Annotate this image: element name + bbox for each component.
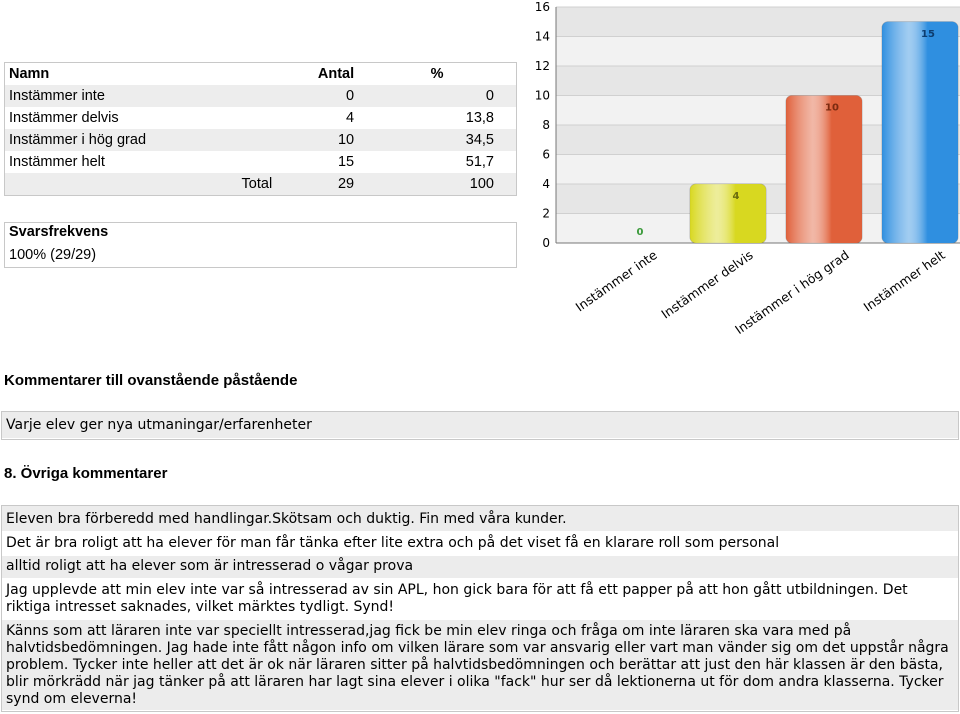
x-category-label: Instämmer inte [572,247,660,315]
response-rate-label: Svarsfrekvens [9,224,109,240]
row-percent: 51,7 [465,154,494,170]
other-comments-list [1,505,959,712]
y-tick-label: 4 [542,177,550,191]
data-label: 15 [921,28,935,40]
y-tick-label: 14 [534,29,550,44]
comment-item: alltid roligt att ha elever som är intresserad o vågar prova [2,556,958,579]
row-percent: 13,8 [465,110,494,126]
bar-highlight [786,96,862,244]
header-percent: % [430,66,444,82]
table-row [5,129,517,151]
row-name: Instämmer inte [5,85,277,107]
total-label: Total [5,173,277,196]
table-total-row [5,173,517,196]
y-tick-label: 16 [534,0,550,14]
y-tick-label: 6 [542,147,550,162]
y-tick-label: 2 [542,206,550,221]
row-antal: 0 [276,85,358,107]
table-row [5,85,517,107]
comments-heading: Kommentarer till ovanstående påstående [4,372,298,389]
comment-item: Eleven bra förberedd med handlingar.Skötsam och duktig. Fin med våra kunder. [2,506,958,532]
row-name: Instämmer i hög grad [5,129,277,151]
row-percent: 34,5 [358,129,516,151]
x-category-label: Instämmer delvis [658,247,756,322]
row-percent: 0 [358,85,516,107]
table-row [5,151,517,173]
comment-item: Det är bra roligt att ha elever för man får tänka efter lite extra och på det viset få en klarare roll som personal [2,532,958,556]
total-antal: 29 [276,173,358,196]
data-label: 0 [636,227,644,238]
data-label: 4 [732,191,740,202]
data-label: 10 [825,102,839,114]
response-rate-value: 100% (29/29) [9,247,97,263]
comment-item: Känns som att läraren inte var speciellt intresserad,jag fick be min elev ringa och fråga om inte läraren ska vara med på halvtidsbedömningen. Jag hade inte fått någon info om vilken lärare som var ansvarig eller vart man vänder sig om det uppstår några problem. Tycker inte heller att det är ok när läraren sitter på halvtidsbedömningen och berättar att just den här klassen är den bästa, blir mörkrädd när jag tänker på att läraren har lagt sina elever i olika "fack" hur ser då lektionerna ut för dom andra klasserna. Tycker synd om eleverna! [2,620,958,711]
y-tick-label: 8 [542,118,550,132]
comments-list [1,411,959,440]
bar-chart [520,0,960,360]
row-name: Instämmer delvis [9,110,119,126]
header-antal: Antal [317,66,355,82]
x-category-label: Instämmer helt [860,247,948,315]
row-antal: 4 [346,110,355,126]
summary-table [4,62,517,196]
y-tick-label: 0 [542,236,550,250]
table-header-row [5,63,517,86]
row-antal: 15 [337,154,355,170]
row-name: Instämmer helt [9,154,105,170]
response-rate-box [4,222,517,268]
bar-highlight [690,184,766,243]
x-category-label: Instämmer i hög grad [732,247,852,338]
y-tick-label: 10 [534,88,550,103]
comment-item: Varje elev ger nya utmaningar/erfarenheter [2,412,958,439]
row-antal: 10 [276,129,358,151]
bar-highlight [882,22,958,243]
y-tick-label: 12 [534,59,550,73]
header-namn: Namn [9,66,50,82]
comment-item: Jag upplevde att min elev inte var så intresserad av sin APL, hon gick bara för att få ett papper på att hon gått utbildningen. Det riktiga intresset saknades, vilket märktes tydligt. Synd! [2,579,958,620]
other-comments-heading: 8. Övriga kommentarer [4,465,168,482]
total-percent: 100 [358,173,516,196]
table-row [5,107,517,129]
